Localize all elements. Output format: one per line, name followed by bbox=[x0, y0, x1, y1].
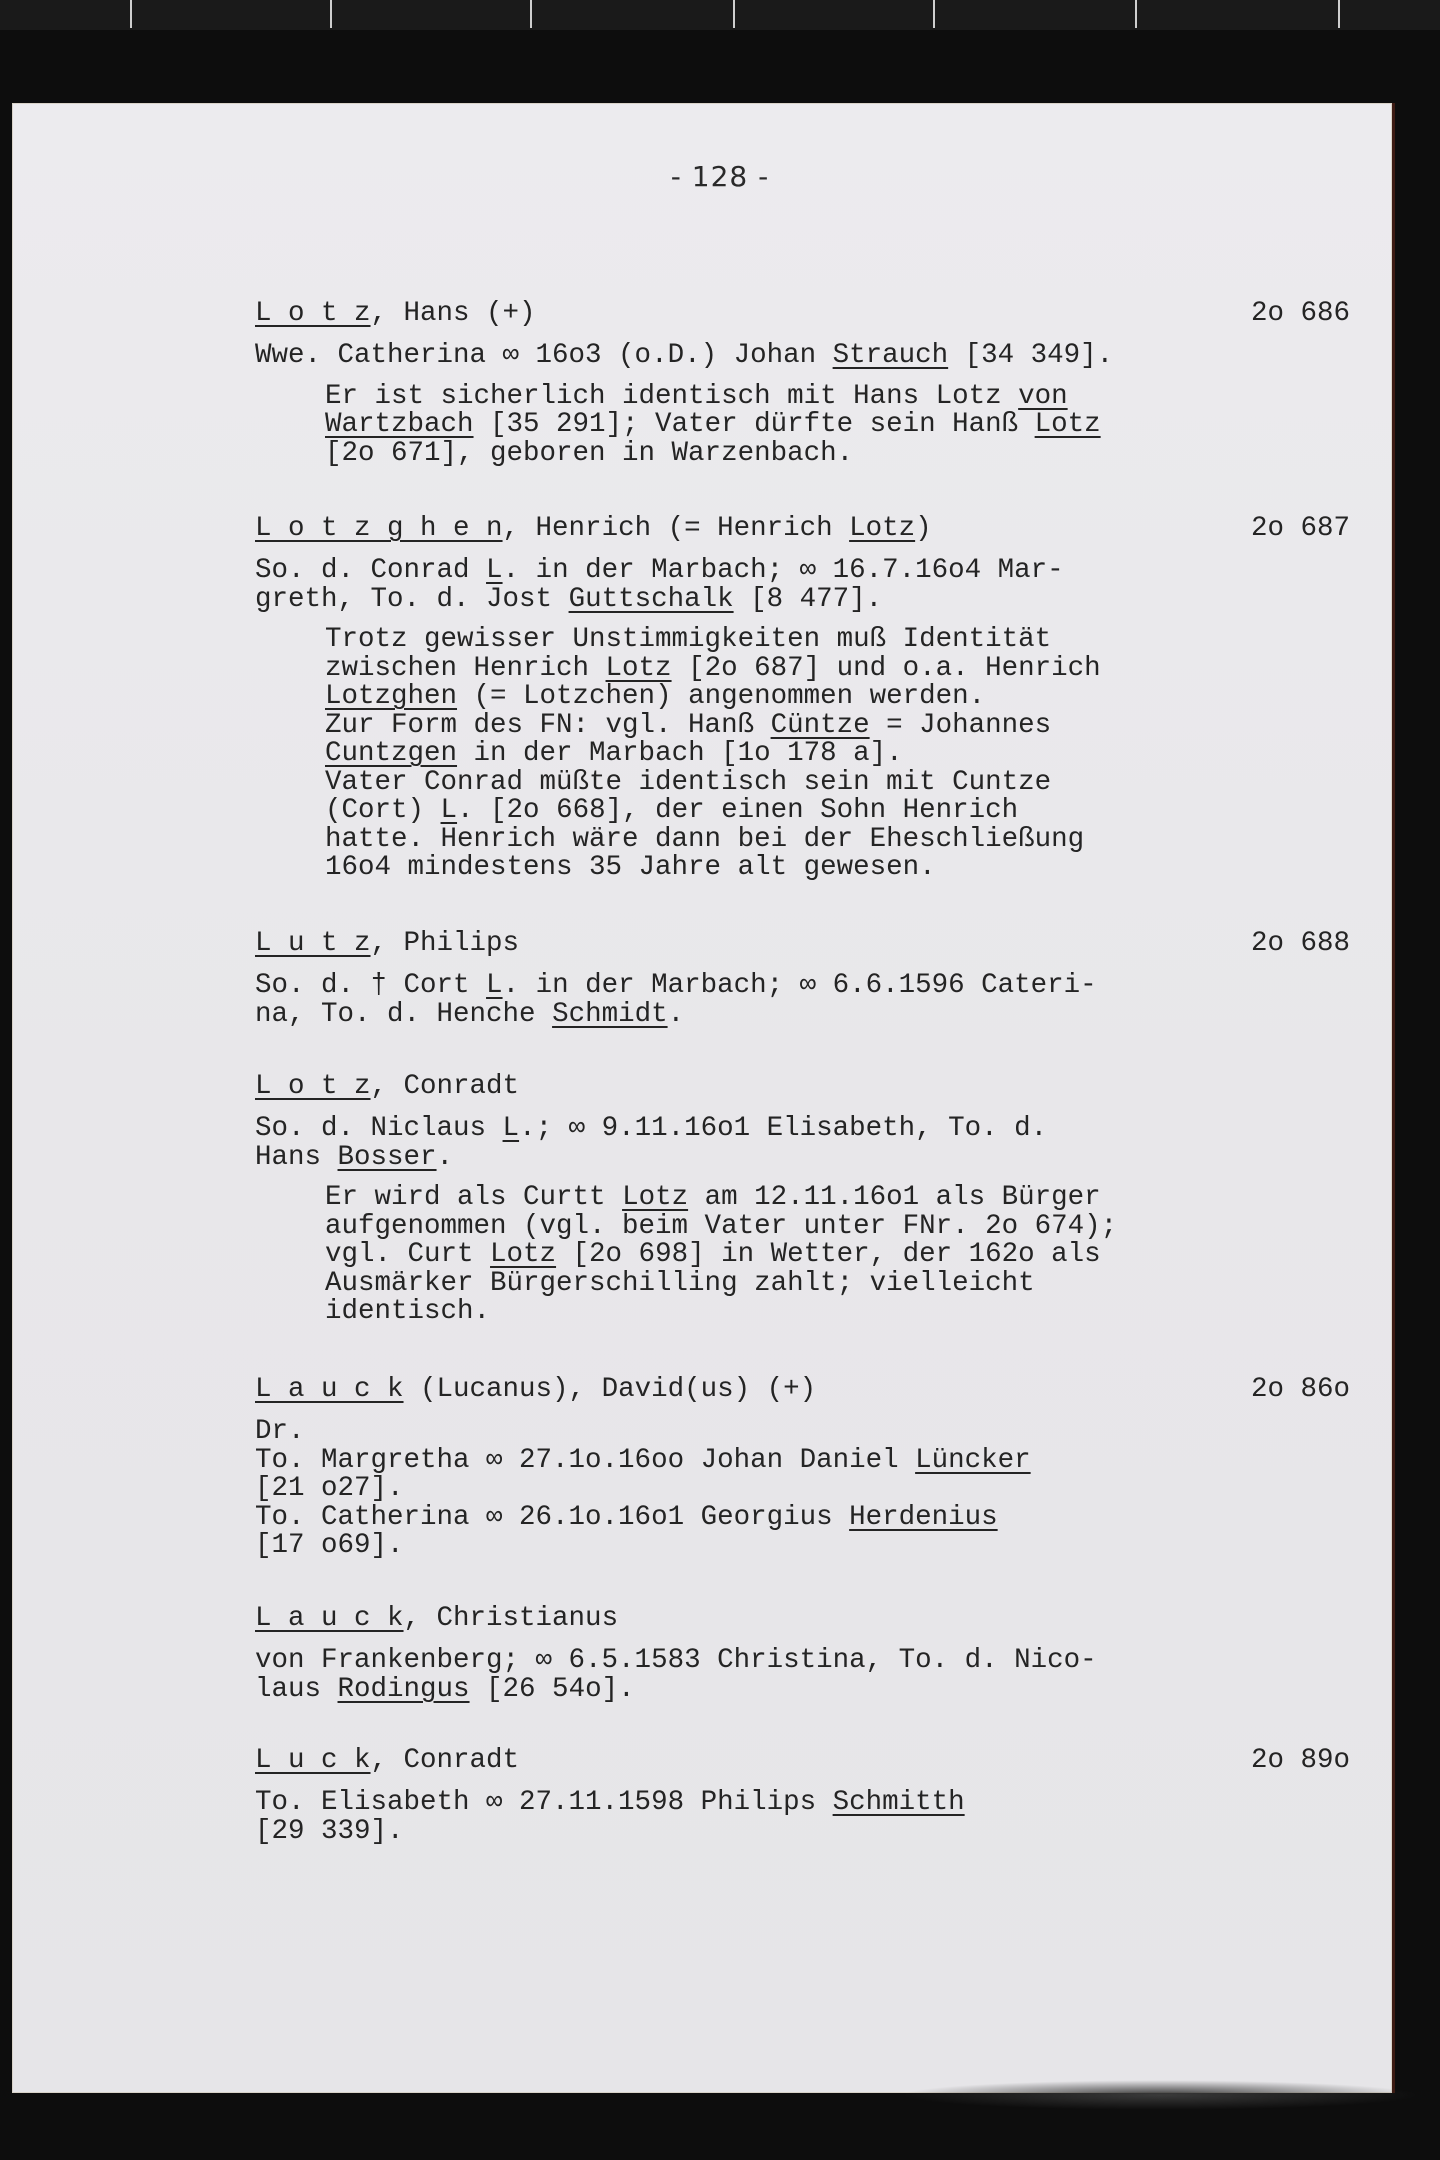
underlined-name: Schmidt bbox=[552, 998, 668, 1030]
body-text: .; ∞ 9.11.16o1 Elisabeth, To. d. bbox=[519, 1113, 1048, 1144]
underlined-name: Cüntze bbox=[770, 709, 870, 741]
page-number: - 128 - bbox=[670, 160, 770, 193]
entry-note bbox=[325, 1184, 1355, 1327]
underlined-name: L bbox=[486, 555, 503, 586]
note-line bbox=[325, 854, 1355, 883]
entry-heading bbox=[255, 1073, 1355, 1103]
underlined-name: Bosser bbox=[337, 1141, 437, 1173]
underlined-name: L o t z g h e n bbox=[255, 513, 503, 544]
ruler-tick bbox=[1338, 0, 1340, 28]
underlined-name: L u c k bbox=[255, 1745, 371, 1776]
entry-heading bbox=[255, 1747, 1355, 1777]
entry-body bbox=[255, 342, 1355, 371]
underlined-name: L a u c k bbox=[255, 1374, 404, 1405]
underlined-name: Cuntzgen bbox=[325, 738, 458, 769]
body-text: So. d. Niclaus bbox=[255, 1113, 503, 1144]
body-text: . in der Marbach; ∞ 16.7.16o4 Mar- bbox=[502, 555, 1064, 586]
note-text: Vater Conrad müßte identisch sein mit Cuntze bbox=[325, 766, 1052, 798]
underlined-name: L a u c k bbox=[255, 1603, 404, 1634]
body-text: So. d. † Cort bbox=[255, 970, 487, 1001]
heading-text: , Hans (+) bbox=[370, 298, 536, 329]
note-line bbox=[325, 1267, 1355, 1299]
page-edge bbox=[1392, 103, 1395, 2093]
note-text: identisch. bbox=[325, 1296, 491, 1327]
ruler-tick bbox=[1135, 0, 1137, 28]
note-text: vgl. Curt bbox=[325, 1239, 491, 1270]
body-line bbox=[255, 1789, 1355, 1818]
underlined-name: L bbox=[440, 795, 458, 826]
body-text: [8 477]. bbox=[733, 583, 883, 615]
note-line bbox=[325, 797, 1355, 826]
body-text: To. Margretha ∞ 27.1o.16oo Johan Daniel bbox=[255, 1444, 916, 1476]
note-text: 16o4 mindestens 35 Jahre alt gewesen. bbox=[325, 852, 936, 883]
note-line bbox=[325, 766, 1355, 798]
note-line bbox=[325, 740, 1355, 769]
body-text: [29 339]. bbox=[255, 1815, 404, 1847]
body-text: To. Catherina ∞ 26.1o.16o1 Georgius bbox=[255, 1501, 850, 1533]
entry-body bbox=[255, 972, 1355, 1029]
note-line bbox=[325, 1184, 1355, 1213]
note-text: (Cort) bbox=[325, 795, 441, 826]
body-text: na, To. d. Henche bbox=[255, 998, 553, 1030]
body-text: . bbox=[667, 998, 685, 1030]
note-text: aufgenommen (vgl. beim Vater unter FNr. 2o 674); bbox=[325, 1210, 1118, 1242]
body-line bbox=[255, 1115, 1355, 1144]
underlined-name: Strauch bbox=[832, 340, 949, 371]
entry-heading bbox=[255, 1605, 1355, 1635]
underlined-name: Lotzghen bbox=[325, 681, 458, 712]
underlined-name: Lotz bbox=[622, 1182, 689, 1213]
underlined-name: Rodingus bbox=[337, 1673, 470, 1705]
entry-heading bbox=[255, 515, 1355, 545]
note-line bbox=[325, 709, 1355, 741]
entry-body bbox=[255, 557, 1355, 614]
underlined-name: Lotz bbox=[849, 513, 916, 544]
underlined-name: L bbox=[502, 1113, 520, 1144]
heading-text: ) bbox=[915, 513, 932, 544]
family-number: 2o 86o bbox=[1250, 1374, 1350, 1405]
note-text: am 12.11.16o1 als Bürger bbox=[688, 1182, 1101, 1213]
ruler-tick bbox=[130, 0, 132, 28]
body-text: [34 349]. bbox=[948, 340, 1114, 371]
body-text: von Frankenberg; ∞ 6.5.1583 Christina, To. d. Nico- bbox=[255, 1645, 1097, 1676]
entry-body bbox=[255, 1647, 1355, 1704]
body-text: Dr. bbox=[255, 1416, 305, 1447]
body-line bbox=[255, 1647, 1355, 1676]
note-line bbox=[325, 823, 1355, 855]
note-text: Er wird als Curtt bbox=[325, 1182, 623, 1213]
body-line bbox=[255, 342, 1355, 371]
heading-text: , Christianus bbox=[403, 1603, 619, 1634]
note-text: Zur Form des FN: vgl. Hanß bbox=[325, 709, 771, 741]
note-text: [2o 687] und o.a. Henrich bbox=[671, 652, 1101, 684]
body-text: [21 o27]. bbox=[255, 1473, 404, 1504]
heading-text: (Lucanus), David(us) (+) bbox=[403, 1374, 817, 1405]
ruler-tick bbox=[330, 0, 332, 28]
underlined-name: Lotz bbox=[1034, 409, 1101, 440]
note-line bbox=[325, 380, 1355, 412]
body-text: laus bbox=[255, 1673, 338, 1705]
body-text: So. d. Conrad bbox=[255, 555, 487, 586]
heading-text: , Conradt bbox=[370, 1745, 520, 1776]
register-entry bbox=[255, 1747, 1355, 1846]
body-line bbox=[255, 1418, 1355, 1447]
underlined-name: Guttschalk bbox=[568, 583, 734, 615]
underlined-name: von bbox=[1018, 380, 1068, 412]
heading-text: , Conradt bbox=[370, 1071, 520, 1102]
note-line bbox=[325, 411, 1355, 440]
note-line bbox=[325, 1210, 1355, 1242]
underlined-name: L o t z bbox=[255, 298, 371, 329]
underlined-name: L bbox=[486, 970, 503, 1001]
note-text: Er ist sicherlich identisch mit Hans Lotz bbox=[325, 380, 1019, 412]
family-number: 2o 688 bbox=[1250, 928, 1350, 959]
note-text: . [2o 668], der einen Sohn Henrich bbox=[457, 795, 1019, 826]
register-entry bbox=[255, 1073, 1355, 1327]
underlined-name: L u t z bbox=[255, 928, 371, 959]
body-text: Wwe. Catherina ∞ 16o3 (o.D.) Johan bbox=[255, 340, 833, 371]
body-text: To. Elisabeth ∞ 27.11.1598 Philips bbox=[255, 1787, 833, 1818]
note-text: [2o 698] in Wetter, der 162o als bbox=[556, 1239, 1101, 1270]
family-number: 2o 687 bbox=[1250, 513, 1350, 544]
underlined-name: L o t z bbox=[255, 1071, 371, 1102]
entry-body bbox=[255, 1115, 1355, 1172]
body-line bbox=[255, 583, 1355, 615]
heading-text: , Henrich (= Henrich bbox=[502, 513, 850, 544]
scanner-ruler-strip bbox=[0, 0, 1440, 30]
body-text: . in der Marbach; ∞ 6.6.1596 Cateri- bbox=[502, 970, 1097, 1001]
entry-heading bbox=[255, 300, 1355, 330]
register-entry bbox=[255, 515, 1355, 883]
note-text: Ausmärker Bürgerschilling zahlt; vielleicht bbox=[325, 1267, 1035, 1299]
note-text: [35 291]; Vater dürfte sein Hanß bbox=[473, 409, 1035, 440]
body-line bbox=[255, 1501, 1355, 1533]
body-text: greth, To. d. Jost bbox=[255, 583, 569, 615]
register-entry bbox=[255, 300, 1355, 468]
body-text: [17 o69]. bbox=[255, 1530, 404, 1561]
entry-note bbox=[325, 380, 1355, 469]
ruler-tick bbox=[530, 0, 532, 28]
note-text: hatte. Henrich wäre dann bei der Eheschließung bbox=[325, 823, 1085, 855]
body-line bbox=[255, 1141, 1355, 1173]
note-line bbox=[325, 626, 1355, 655]
note-text: zwischen Henrich bbox=[325, 652, 606, 684]
underlined-name: Schmitth bbox=[832, 1787, 965, 1818]
underlined-name: Lotz bbox=[605, 652, 672, 684]
entry-body bbox=[255, 1418, 1355, 1561]
note-text: in der Marbach [1o 178 a]. bbox=[457, 738, 903, 769]
note-text: Trotz gewisser Unstimmigkeiten muß Identität bbox=[325, 624, 1052, 655]
note-text: (= Lotzchen) angenommen werden. bbox=[457, 681, 986, 712]
family-number: 2o 89o bbox=[1250, 1745, 1350, 1776]
body-text: Hans bbox=[255, 1141, 338, 1173]
family-number: 2o 686 bbox=[1250, 298, 1350, 329]
entry-body bbox=[255, 1789, 1355, 1846]
register-entry bbox=[255, 930, 1355, 1029]
note-text: = Johannes bbox=[869, 709, 1052, 741]
heading-text: , Philips bbox=[370, 928, 520, 959]
ruler-tick bbox=[733, 0, 735, 28]
entry-heading bbox=[255, 930, 1355, 960]
body-line bbox=[255, 972, 1355, 1001]
body-line bbox=[255, 998, 1355, 1030]
entry-heading bbox=[255, 1376, 1355, 1406]
note-line bbox=[325, 437, 1355, 469]
body-line bbox=[255, 1815, 1355, 1847]
body-text: [26 54o]. bbox=[469, 1673, 635, 1705]
register-entry bbox=[255, 1605, 1355, 1704]
entry-note bbox=[325, 626, 1355, 883]
body-line bbox=[255, 1532, 1355, 1561]
note-line bbox=[325, 683, 1355, 712]
body-line bbox=[255, 1475, 1355, 1504]
body-line bbox=[255, 557, 1355, 586]
register-entry bbox=[255, 1376, 1355, 1561]
scan-shadow bbox=[900, 2080, 1420, 2110]
underlined-name: Herdenius bbox=[849, 1501, 998, 1533]
note-line bbox=[325, 1298, 1355, 1327]
underlined-name: Wartzbach bbox=[325, 409, 474, 440]
note-text: [2o 671], geboren in Warzenbach. bbox=[325, 437, 854, 469]
note-line bbox=[325, 1241, 1355, 1270]
body-line bbox=[255, 1444, 1355, 1476]
note-line bbox=[325, 652, 1355, 684]
body-line bbox=[255, 1673, 1355, 1705]
underlined-name: Lotz bbox=[490, 1239, 557, 1270]
body-text: . bbox=[436, 1141, 454, 1173]
underlined-name: Lüncker bbox=[915, 1444, 1031, 1476]
ruler-tick bbox=[933, 0, 935, 28]
